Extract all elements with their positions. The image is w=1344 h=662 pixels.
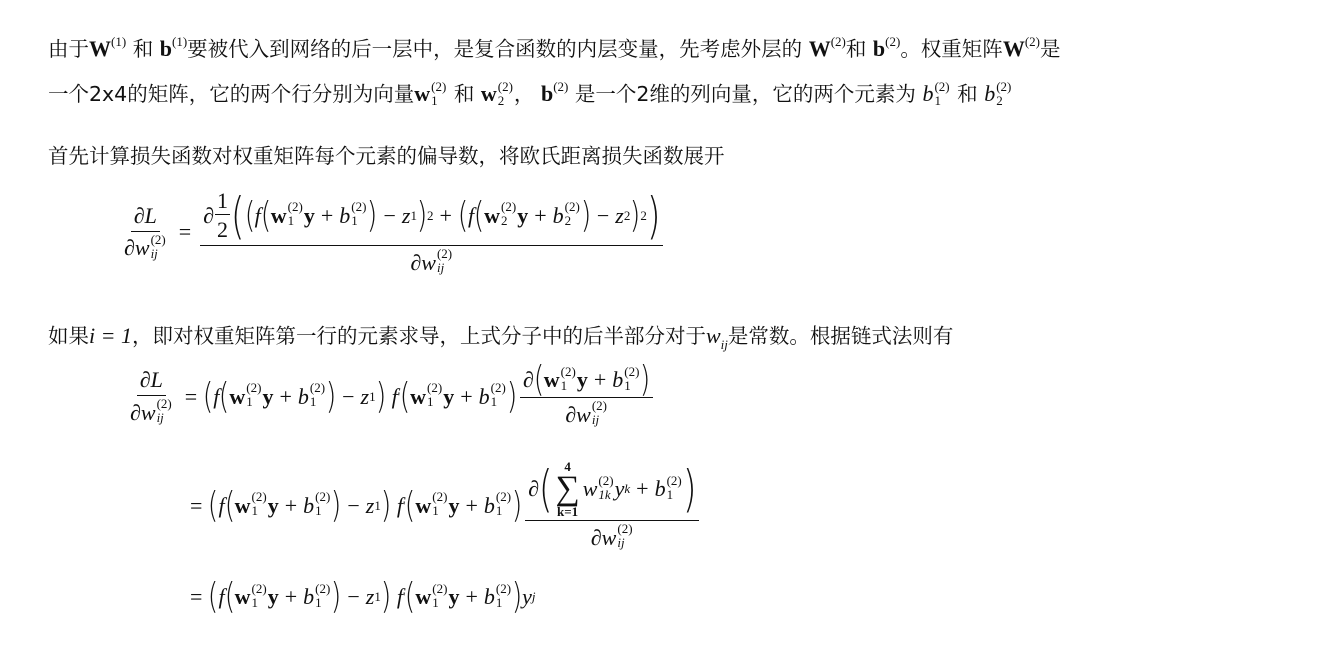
summation: 4 ∑ k=1 — [555, 459, 580, 519]
text-segment: 由于 — [48, 37, 89, 61]
matrix-W: W — [89, 36, 111, 61]
text-segment: ， — [513, 82, 535, 106]
scalar-b1: b — [922, 81, 934, 106]
superscript: (2) — [830, 34, 846, 49]
superscript: (2) — [1024, 34, 1040, 49]
paragraph-2 — [48, 78, 1012, 110]
vector-b: b — [872, 36, 886, 61]
superscript: (1) — [111, 34, 127, 49]
sum-derivative-fraction: ∂ ( 4 ∑ k=1 w (2) 1k y k + b (2) 1 ) ∂ w (2) ij — [525, 460, 699, 551]
text-segment: 和 — [845, 37, 867, 61]
derivative-fraction: ∂ ( w (2) 1 y + b (2) 1 ) ∂ w (2) ij — [520, 365, 654, 428]
scalar-w: w — [705, 323, 721, 348]
matrix-W: W — [1002, 36, 1025, 61]
equation-2-line-2: = ( f ( w (2) 1 y + b (2) 1 ) − z 1 ) f ' ( w (2) 1 y + b (2) 1 ) ∂ ( 4 ∑ k=1 w (2) 1k y k + b (2) 1 ) ∂ w (2) ij — [184, 460, 702, 551]
script-pair: (2) 2 — [996, 78, 1012, 108]
rhs-fraction: ∂ $\frac{1}{2}$ ( ( f ( w (2) 1 y + b (2) 1 ) − z 1 ) 2 + ( f ( w (2) 2 y + b (2) 2 ) − z 2 ) 2 ) ∂ w (2) ij — [200, 188, 663, 276]
lhs-fraction: ∂ L ∂ w (2) ij — [130, 367, 172, 425]
script-pair: (2) 1 — [431, 78, 447, 108]
text-segment: 和 — [132, 37, 154, 61]
script-pair: (2) 1 — [934, 78, 950, 108]
vector-b: b — [540, 81, 554, 106]
text-segment: 一个2x4的矩阵，它的两个行分别为向量 — [48, 82, 415, 106]
text-segment: ，即对权重矩阵第一行的元素求导，上式分子中的后半部分对于 — [131, 324, 706, 348]
equation-2-line-1: ∂ L ∂ w (2) ij = ( f ( w (2) 1 y + b (2) 1 ) − z 1 ) f ' ( w (2) 1 y + b (2) 1 ) ∂ ( w (2) 1 y + b (2) 1 ) ∂ w (2) ij — [124, 365, 656, 428]
text-segment: 和 — [453, 82, 475, 106]
paragraph-4: 如果i = 1，即对权重矩阵第一行的元素求导，上式分子中的后半部分对于$w_{ij}$是常数。根据链式法则有 — [48, 323, 954, 352]
text-segment: 和 — [957, 82, 978, 106]
paragraph-3 — [48, 140, 725, 172]
vector-w2: w — [480, 81, 497, 106]
equals-sign: = — [178, 219, 192, 244]
lhs-fraction: ∂ L ∂ w (2) ij — [124, 202, 166, 261]
text-segment: 如果 — [48, 324, 89, 348]
text-segment: 要被代入到网络的后一层中，是复合函数的内层变量，先考虑外层的 — [187, 37, 803, 61]
paragraph-1 — [48, 33, 1060, 65]
vector-b: b — [159, 36, 172, 61]
superscript: (1) — [171, 34, 188, 49]
text-segment: 。权重矩阵 — [900, 37, 1003, 61]
vector-w1: w — [414, 81, 431, 106]
script-pair: (2) 2 — [497, 78, 513, 108]
condition-i: i = 1 — [89, 323, 132, 348]
equation-1 — [118, 188, 666, 276]
matrix-W: W — [808, 36, 831, 61]
half-fraction: $\frac{1}{2}$ — [217, 188, 229, 242]
text-segment: 是常数。根据链式法则有 — [727, 324, 954, 348]
equation-2-line-3: = ( f ( w (2) 1 y + b (2) 1 ) − z 1 ) f ' ( w (2) 1 y + b (2) 1 ) y j — [190, 576, 536, 617]
text-segment: 是 — [1039, 37, 1061, 61]
scalar-b2: b — [984, 81, 996, 106]
text-segment: 首先计算损失函数对权重矩阵每个元素的偏导数，将欧氏距离损失函数展开 — [48, 144, 725, 168]
superscript: (2) — [553, 79, 569, 94]
text-segment: 是一个2维的列向量，它的两个元素为 — [574, 82, 916, 106]
superscript: (2) — [885, 34, 901, 49]
